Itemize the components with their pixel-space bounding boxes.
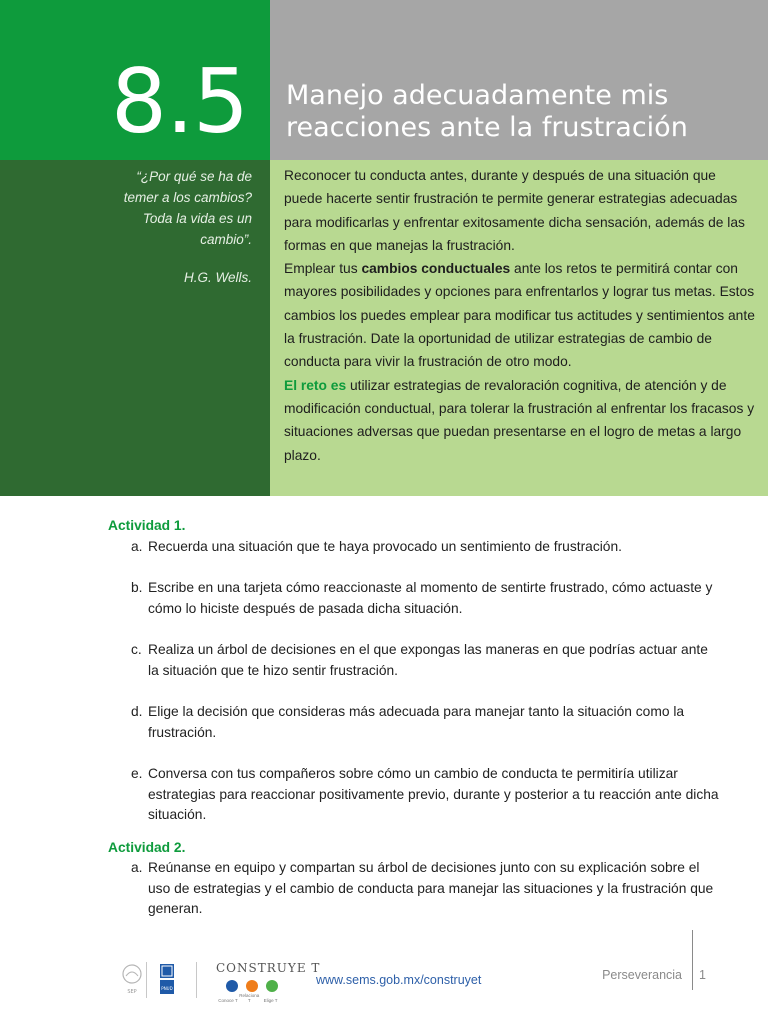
activity-item-letter: e. <box>131 766 143 781</box>
activity-heading: Actividad 2. <box>108 839 186 855</box>
sep-logo-text: SEP <box>127 989 137 995</box>
activity-heading: Actividad 1. <box>108 518 186 533</box>
activity-item-text: Reúnanse en equipo y compartan su árbol de decisiones junto con su explicación sobre el uso de estrategias y el cambio de conducta para manejar las situaciones y la frustración que generan. <box>148 860 714 916</box>
section-number: 8.5 <box>111 50 248 153</box>
intro-p2-bold: cambios conductuales <box>361 261 511 277</box>
page-title-line2: reacciones ante la frustración <box>286 112 688 143</box>
sep-logo <box>123 965 141 995</box>
page-number-divider <box>692 930 693 990</box>
intro-paragraph-2 <box>284 257 756 373</box>
activity-block <box>108 516 720 826</box>
intro-p3-post: utilizar estrategias de revaloración cognitiva, de atención y de modificación conductual, para tolerar la frustración al enfrentar los fracasos y situaciones adversas que puedan presentarse en el logro de metas a largo plazo. <box>284 377 755 463</box>
activity-list <box>108 858 720 920</box>
quote-line: cambio”. <box>200 232 252 247</box>
logo-divider <box>196 962 197 998</box>
activity-item-letter: c. <box>131 642 142 657</box>
activity-item-text: Realiza un árbol de decisiones en el que expongas las maneras en que podrías actuar ante la situación que te hizo sentir frustración. <box>148 642 708 678</box>
activity-item-text: Recuerda una situación que te haya provocado un sentimiento de frustración. <box>148 538 622 554</box>
page-title <box>286 80 756 144</box>
activity-item-letter: b. <box>131 580 143 595</box>
intro-p2-pre: Emplear tus <box>284 261 362 277</box>
page-title-line1: Manejo adecuadamente mis <box>286 80 669 111</box>
brand-sub-item: Elige T <box>263 998 278 1003</box>
activities-section <box>108 516 720 932</box>
footer-section-name: Perseverancia <box>602 968 682 982</box>
activity-block <box>108 838 720 920</box>
intro-paragraph-1: Reconocer tu conducta antes, durante y después de una situación que puede hacerte sentir frustración te permite generar estrategias adecuadas para modificarlas y enfrentar exitosamente dicha sensación, además de las formas en que manejas la frustración. <box>284 168 745 253</box>
brand-sub-item: Relaciona T <box>239 993 260 1003</box>
intro-paragraph-3 <box>284 374 756 467</box>
quote-author: H.G. Wells. <box>183 270 252 285</box>
undp-logo <box>160 964 174 994</box>
intro-panel <box>270 160 768 496</box>
activity-item-text: Elige la decisión que consideras más adecuada para manejar tanto la situación como la frustración. <box>148 704 685 740</box>
construye-t-subtitles <box>218 993 318 1003</box>
quote-text <box>102 166 252 250</box>
activity-item-text: Escribe en una tarjeta cómo reaccionaste al momento de sentirte frustrado, cómo actuaste y cómo lo hiciste después de pasada dicha situación. <box>148 580 713 616</box>
activity-item <box>108 764 720 826</box>
construye-t-icons <box>226 980 278 992</box>
quote-panel <box>0 160 270 496</box>
activity-item <box>108 537 720 558</box>
undp-logo-text: PNUD <box>161 986 173 991</box>
activity-item-text: Conversa con tus compañeros sobre cómo un cambio de conducta te permitiría utilizar estrategias para reaccionar positivamente previo, durante y posterior a tu reacción ante dicha situación. <box>148 766 719 822</box>
logo-divider <box>146 962 147 998</box>
activity-list <box>108 537 720 826</box>
quote-line: “¿Por qué se ha de <box>136 169 252 184</box>
quote-line: Toda la vida es un <box>142 211 252 226</box>
intro-text <box>284 164 756 467</box>
intro-p2-post: ante los retos te permitirá contar con mayores posibilidades y opciones para enfrentarlos y lograr tus metas. Estos cambios los puedes emplear para modificar tus actitudes y sentimientos ante la frustración. Date la oportunidad de utilizar estrategias de cambio de conducta para vivir la frustración de otro modo. <box>284 261 755 370</box>
website-link[interactable]: www.sems.gob.mx/construyet <box>316 973 482 987</box>
activity-item <box>108 858 720 920</box>
activity-item <box>108 578 720 619</box>
construye-t-brand: CONSTRUYE T <box>216 961 321 975</box>
challenge-label: El reto es <box>284 377 347 393</box>
activity-item <box>108 702 720 743</box>
brand-sub-item: Conoce T <box>218 998 238 1003</box>
quote-line: temer a los cambios? <box>123 190 252 205</box>
activity-item-letter: d. <box>131 704 143 719</box>
page-number: 1 <box>699 968 706 982</box>
activity-item <box>108 640 720 681</box>
activity-item-letter: a. <box>131 538 143 554</box>
activity-item-letter: a. <box>131 860 143 875</box>
title-panel <box>270 0 768 160</box>
section-number-panel <box>0 0 270 160</box>
